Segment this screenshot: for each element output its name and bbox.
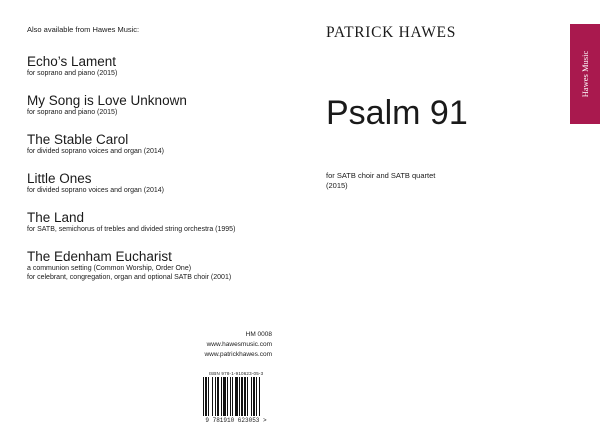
work-item [27,249,297,282]
work-description: a communion setting (Common Worship, Order One) [27,265,192,272]
barcode-bar [259,377,260,416]
work-subtitle [326,171,435,191]
isbn-barcode [199,371,273,424]
barcode-bar [239,377,240,416]
barcode-bar [235,377,238,416]
barcode-bar [227,377,228,416]
work-description: for soprano and piano (2015) [27,70,118,77]
barcode-bar [247,377,248,416]
work-item [27,54,297,78]
barcode-bar [223,377,226,416]
catalogue-number: HM 0008 [245,331,272,338]
barcode-bar [232,377,233,416]
barcode-bar [217,377,219,416]
work-item [27,210,297,234]
work-description: for divided soprano voices and organ (2014) [27,148,164,155]
work-title: The Edenham Eucharist [27,249,172,264]
spine-label: Hawes Music [580,50,590,98]
barcode-bar [215,377,216,416]
barcode-bars [203,377,269,416]
isbn-text: ISBN 978-1-910623-05-3 [208,371,264,376]
website-link[interactable]: www.hawesmusic.com [206,341,272,348]
work-description: for soprano and piano (2015) [27,109,118,116]
barcode-bar [203,377,204,416]
barcode-bar [256,377,257,416]
work-title: The Stable Carol [27,132,129,147]
work-title: The Land [27,210,85,225]
work-description: for SATB, semichorus of trebles and divided string orchestra (1995) [27,226,236,233]
work-item [27,171,297,195]
barcode-bar [230,377,231,416]
publisher-info [150,330,272,360]
barcode-bar [212,377,213,416]
publisher-spine-tab [570,24,600,124]
also-available-heading: Also available from Hawes Music: [27,25,140,34]
barcode-bar [205,377,207,416]
website-link[interactable]: www.patrickhawes.com [204,351,272,358]
work-description: for celebrant, congregation, organ and optional SATB choir (2001) [27,274,232,281]
barcode-digits: 9 781910 623053 > [205,417,267,424]
barcode-bar [244,377,246,416]
work-title: My Song is Love Unknown [27,93,187,108]
year-line: (2015) [326,181,348,190]
barcode-bar [221,377,222,416]
composer-name: PATRICK HAWES [326,24,457,41]
barcode-bar [208,377,209,416]
work-item [27,132,297,156]
barcode-bar [251,377,252,416]
scoring-line: for SATB choir and SATB quartet [326,171,436,180]
work-title: Echo’s Lament [27,54,117,69]
work-title: Little Ones [27,171,92,186]
work-item [27,93,297,117]
barcode-bar [241,377,243,416]
barcode-bar [253,377,255,416]
work-description: for divided soprano voices and organ (2014) [27,187,164,194]
works-list [27,54,297,297]
work-main-title: Psalm 91 [326,94,468,132]
